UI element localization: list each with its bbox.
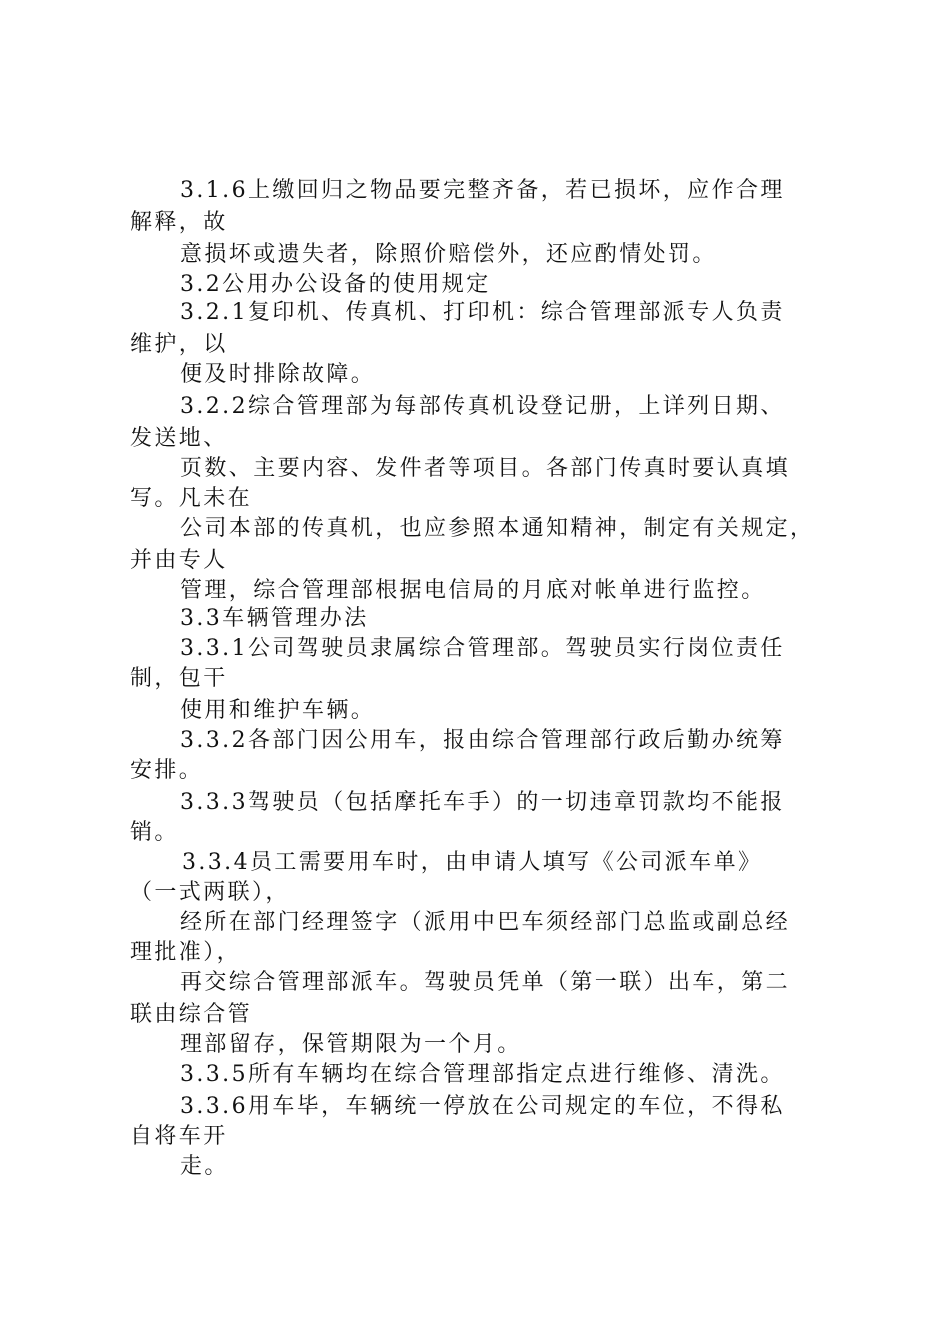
text-line: 3.3.3驾驶员（包括摩托车手）的一切违章罚款均不能报 — [180, 790, 785, 815]
text-line: 再交综合管理部派车。驾驶员凭单（第一联）出车，第二 — [180, 970, 791, 995]
text-line: 3.3.5所有车辆均在综合管理部指定点进行维修、清洗。 — [180, 1062, 785, 1087]
section-heading: 3.2公用办公设备的使用规定 — [180, 272, 491, 297]
text-line: 走。 — [180, 1154, 229, 1179]
text-line: 公司本部的传真机，也应参照本通知精神，制定有关规定， — [180, 516, 815, 541]
text-line: 3.3.6用车毕，车辆统一停放在公司规定的车位，不得私 — [180, 1094, 785, 1119]
text-line: 便及时排除故障。 — [180, 362, 376, 387]
text-line: 并由专人 — [130, 548, 228, 573]
text-line: 意损坏或遗失者，除照价赔偿外，还应酌情处罚。 — [180, 242, 717, 267]
text-line: 管理，综合管理部根据电信局的月底对帐单进行监控。 — [180, 578, 766, 603]
text-line: 发送地、 — [130, 426, 228, 451]
text-line: 经所在部门经理签字（派用中巴车须经部门总监或副总经 — [180, 910, 791, 935]
text-line: 写。凡未在 — [130, 486, 253, 511]
text-line: 联由综合管 — [130, 1002, 253, 1027]
text-line: 3.1.6上缴回归之物品要完整齐备，若已损坏，应作合理 — [180, 178, 785, 203]
text-line: 制，包干 — [130, 666, 228, 691]
text-line: 安排。 — [130, 758, 204, 783]
text-line: （一式两联）， — [130, 880, 290, 905]
text-line: 自将车开 — [130, 1124, 228, 1149]
text-line: 页数、主要内容、发件者等项目。各部门传真时要认真填 — [180, 456, 791, 481]
text-line: 3.3.1公司驾驶员隶属综合管理部。驾驶员实行岗位责任 — [180, 636, 785, 661]
text-line: 理部留存，保管期限为一个月。 — [180, 1032, 522, 1057]
text-line: 理批准）， — [130, 940, 242, 965]
text-line: 维护，以 — [130, 332, 228, 357]
text-line: 3.2.1复印机、传真机、打印机：综合管理部派专人负责 — [180, 300, 785, 325]
text-line: 使用和维护车辆。 — [180, 698, 376, 723]
section-heading: 3.3车辆管理办法 — [180, 606, 369, 631]
text-line: 3.2.2综合管理部为每部传真机设登记册，上详列日期、 — [180, 394, 785, 419]
text-line: 3.3.4员工需要用车时，由申请人填写《公司派车单》 — [182, 850, 763, 875]
text-line: 3.3.2各部门因公用车，报由综合管理部行政后勤办统筹 — [180, 728, 785, 753]
text-line: 解释，故 — [130, 210, 228, 235]
text-line: 销。 — [130, 820, 179, 845]
